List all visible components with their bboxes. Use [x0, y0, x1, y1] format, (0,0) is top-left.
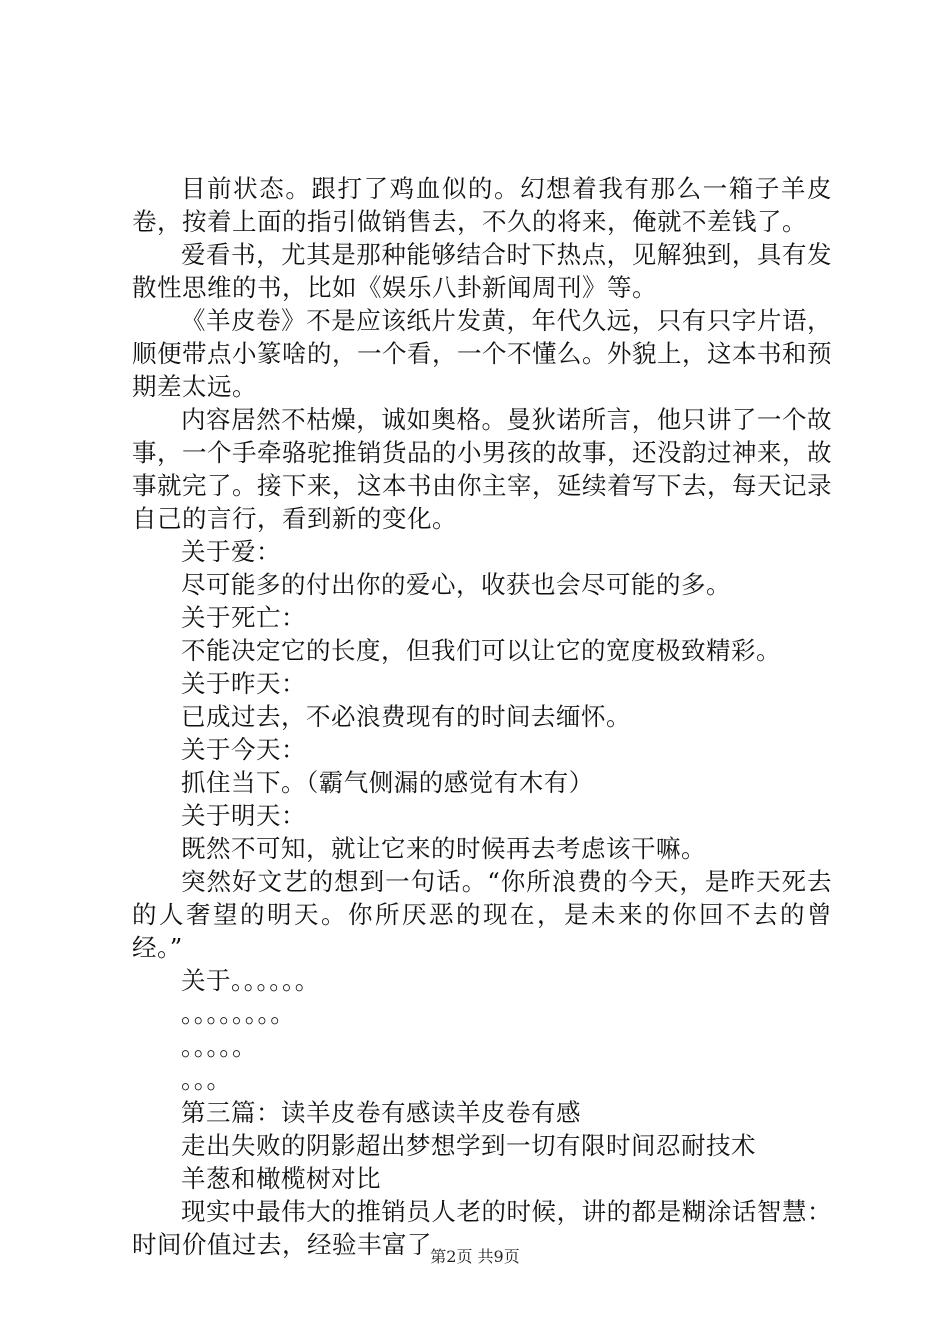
paragraph: 已成过去，不必浪费现有的时间去缅怀。 — [181, 702, 631, 731]
paragraph: 既然不可知，就让它来的时候再去考虑该干嘛。 — [181, 834, 706, 863]
paragraph: 现实中最伟大的推销员人老的时候，讲的都是糊涂话智慧：时间价值过去，经验丰富了 — [132, 1197, 832, 1259]
paragraph: 尽可能多的付出你的爱心，收获也会尽可能的多。 — [181, 570, 731, 599]
page-number-footer: 第2页 共9页 — [430, 1247, 520, 1266]
ellipsis-line: 。。。。。 — [181, 1032, 257, 1061]
section-heading-yesterday: 关于昨天： — [181, 669, 306, 698]
paragraph: 《羊皮卷》不是应该纸片发黄，年代久远，只有只字片语，顺便带点小篆啥的，一个看，一个不懂么。外貌上，这本书和预期差太远。 — [132, 306, 832, 401]
paragraph: 内容居然不枯燥，诚如奥格。曼狄诺所言，他只讲了一个故事，一个手牵骆驼推销货品的小男孩的故事，还没韵过神来，故事就完了。接下来，这本书由你主宰，延续着写下去，每天记录自己的言行，看到新的变化。 — [132, 405, 832, 533]
paragraph: 目前状态。跟打了鸡血似的。幻想着我有那么一箱子羊皮卷，按着上面的指引做销售去，不久的将来，俺就不差钱了。 — [132, 174, 832, 236]
section-heading-love: 关于爱： — [181, 537, 281, 566]
section-heading-tomorrow: 关于明天： — [181, 801, 306, 830]
paragraph: 爱看书，尤其是那种能够结合时下热点，见解独到，具有发散性思维的书，比如《娱乐八卦新闻周刊》等。 — [132, 240, 832, 302]
paragraph: 走出失败的阴影超出梦想学到一切有限时间忍耐技术 — [181, 1131, 756, 1160]
chapter-heading: 第三篇：读羊皮卷有感读羊皮卷有感 — [181, 1098, 581, 1127]
ellipsis-line: 。。。。。。。。 — [181, 999, 296, 1028]
document-body — [132, 172, 832, 1261]
paragraph: 不能决定它的长度，但我们可以让它的宽度极致精彩。 — [181, 636, 781, 665]
paragraph: 关于。。。。。。 — [181, 966, 320, 995]
paragraph: 羊葱和橄榄树对比 — [181, 1164, 381, 1193]
paragraph: 突然好文艺的想到一句话。“你所浪费的今天，是昨天死去的人奢望的明天。你所厌恶的现在，是未来的你回不去的曾经。” — [132, 867, 832, 962]
paragraph: 抓住当下。（霸气侧漏的感觉有木有） — [181, 768, 594, 797]
section-heading-today: 关于今天： — [181, 735, 306, 764]
ellipsis-line: 。。。 — [181, 1065, 232, 1094]
section-heading-death: 关于死亡： — [181, 603, 306, 632]
